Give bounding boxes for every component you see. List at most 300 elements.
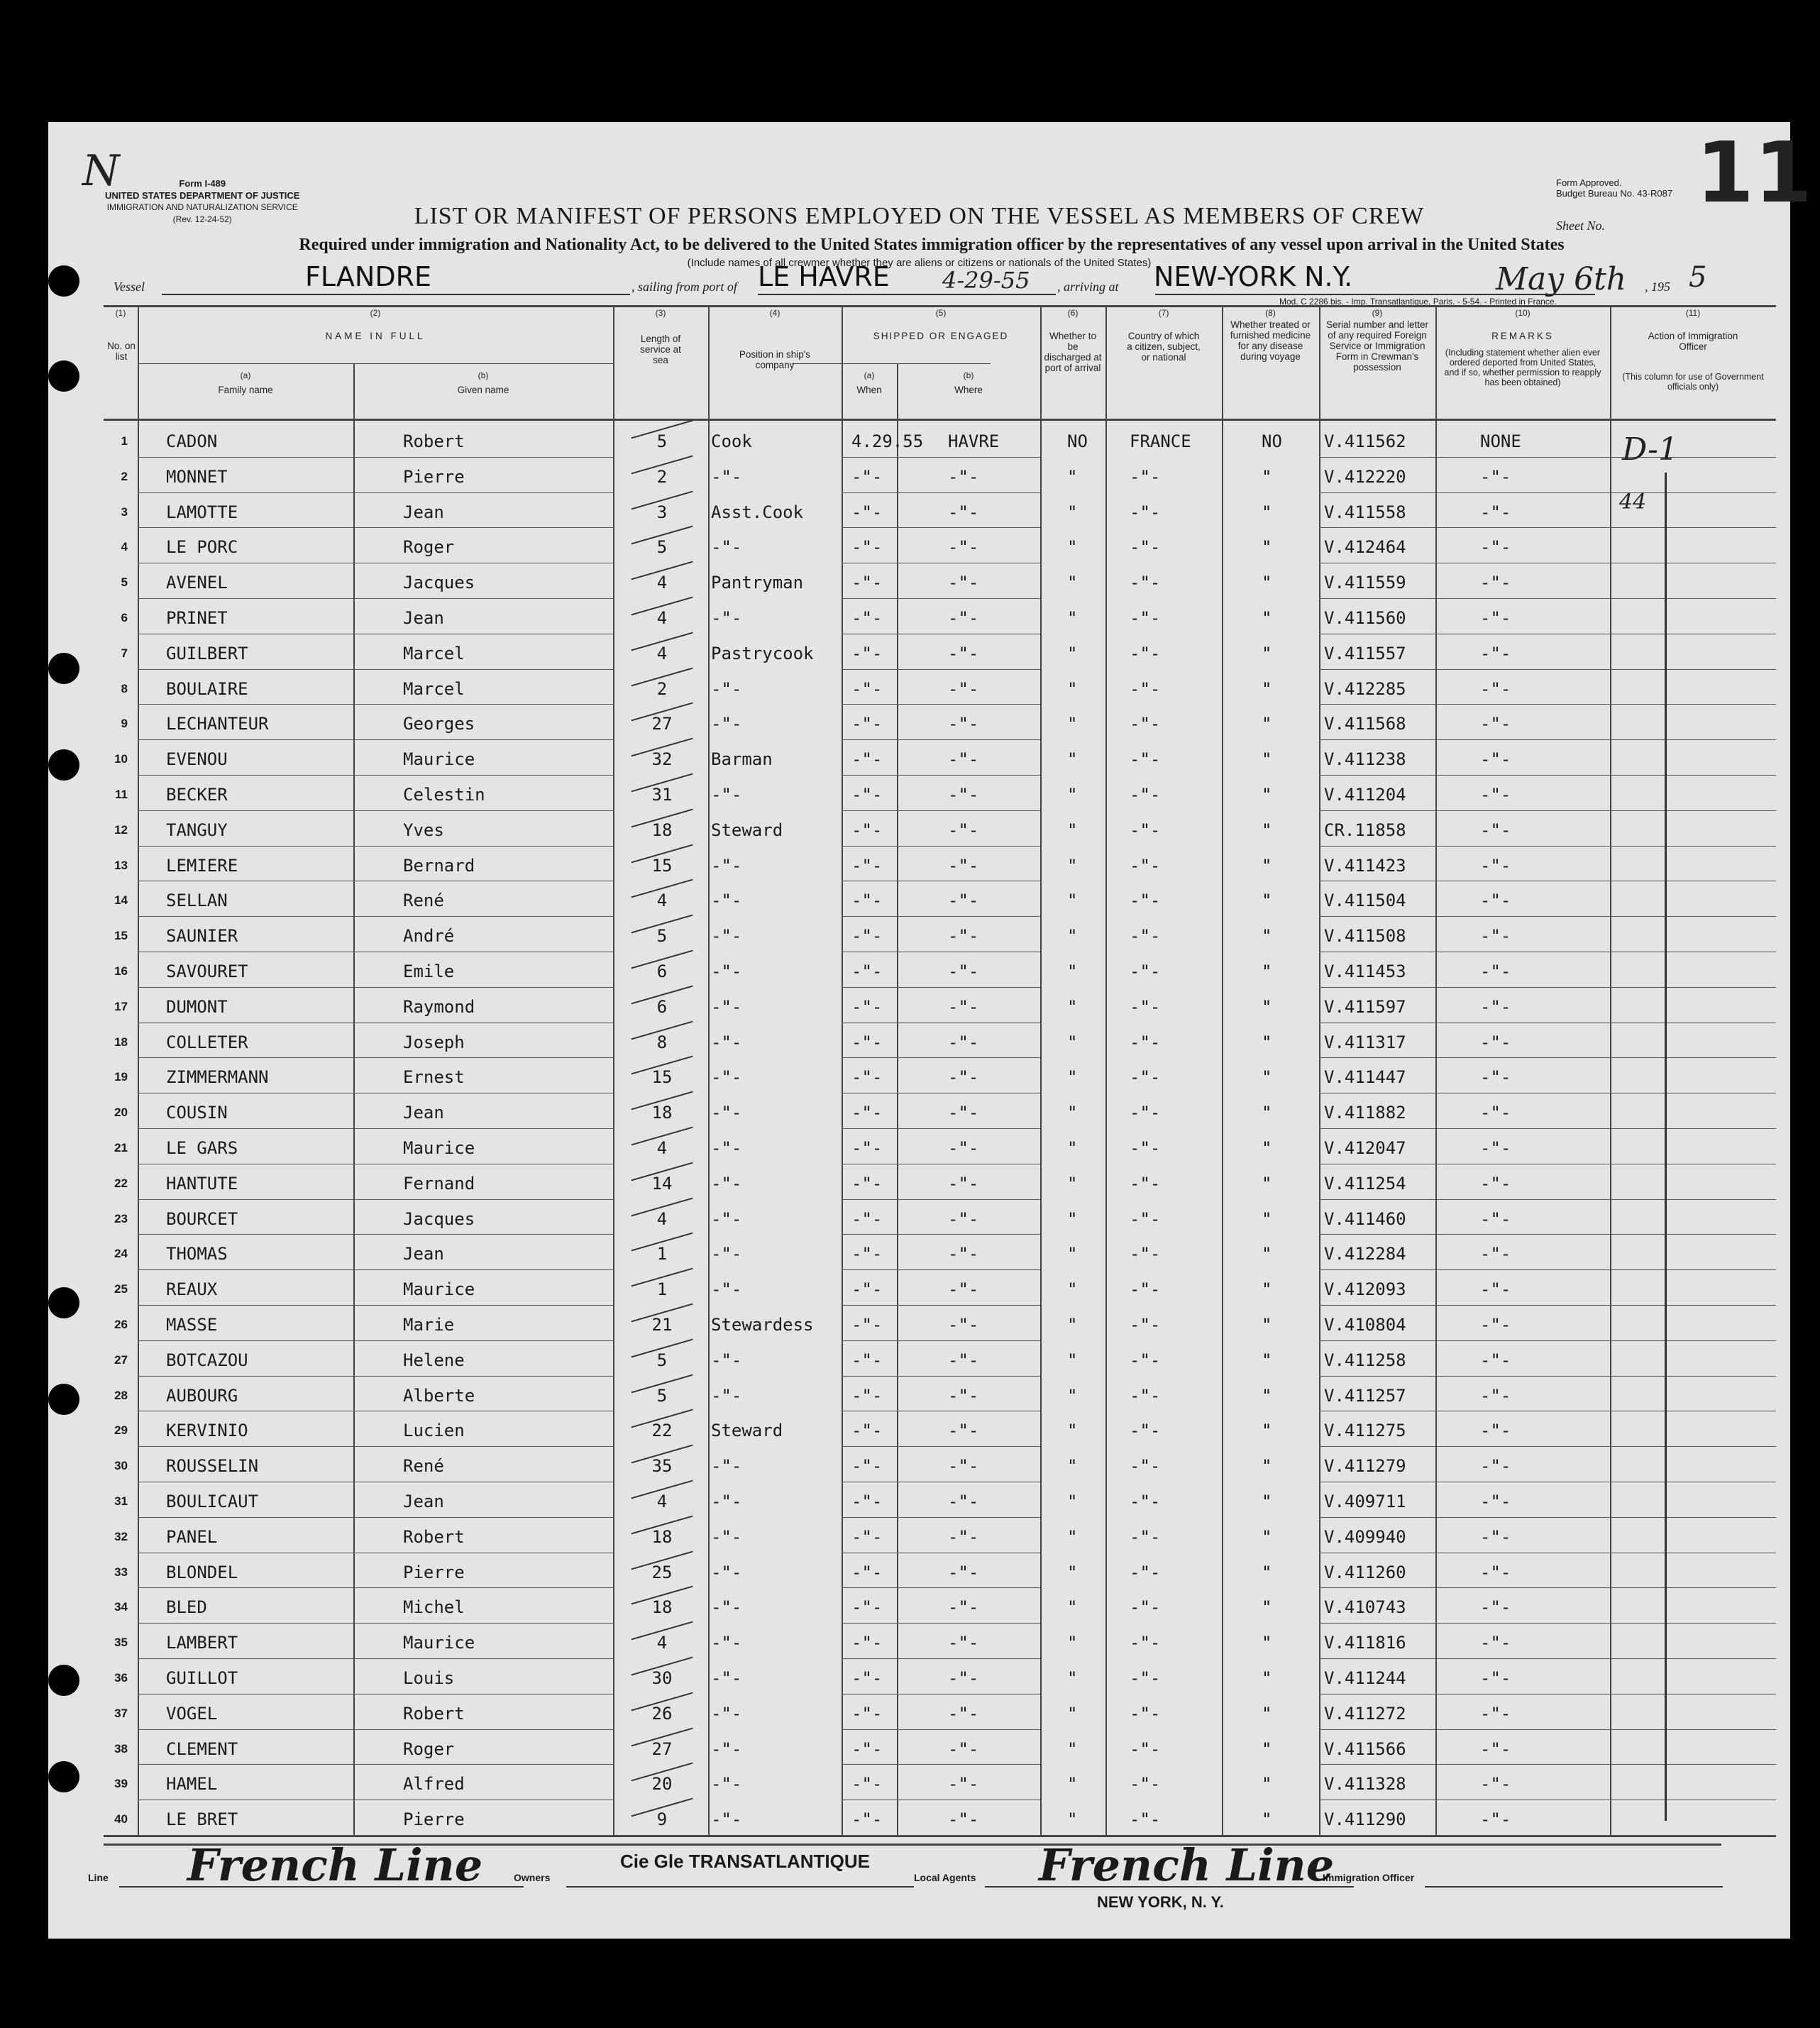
shipped-when-cell: -"- [851,1350,883,1370]
col-number-4: (4) [769,308,781,318]
serial-number-cell: V.411460 [1324,1208,1406,1229]
serial-number-cell: V.411882 [1324,1103,1406,1123]
remarks-cell: -"- [1480,820,1511,840]
shipped-when-cell: -"- [851,961,883,981]
discharged-cell: NO [1067,431,1088,451]
family-name-cell: BOULAIRE [166,678,248,699]
service-years-cell: 30 [651,1668,673,1688]
given-name-cell: Jean [403,1492,444,1511]
position-cell: -"- [711,1385,742,1406]
punch-hole [48,1665,79,1696]
col-number-2a: (a) [240,370,251,380]
row-rule [1435,1835,1610,1836]
row-number: 27 [114,1352,128,1367]
row-number: 12 [114,822,128,837]
row-rule [1435,1764,1610,1765]
row-rule [1435,1446,1610,1447]
owners-underline [566,1886,914,1888]
remarks-cell: -"- [1480,1421,1511,1441]
punch-hole [48,360,79,392]
service-years-cell: 32 [651,749,673,770]
row-rule [842,1623,897,1624]
treated-cell: " [1262,1385,1272,1406]
country-cell: -"- [1130,1738,1161,1759]
row-rule [1319,457,1435,458]
row-rule [1319,1835,1435,1836]
treated-cell: " [1262,678,1272,699]
discharged-cell: " [1067,1809,1078,1830]
row-number: 7 [121,646,128,660]
shipped-where-cell: -"- [948,1492,979,1511]
col-header-treated: Whether treated or furnished medicine for any disease during voyage [1230,319,1311,362]
row-number: 11 [115,788,128,801]
country-cell: -"- [1130,820,1161,840]
family-name-cell: GUILBERT [166,643,248,663]
discharged-cell: " [1067,1597,1078,1618]
position-cell: -"- [711,1738,742,1759]
remarks-cell: -"- [1480,608,1511,628]
treated-cell: " [1262,891,1272,911]
line-signature: French Line [187,1839,483,1891]
treated-cell: " [1262,1562,1272,1582]
serial-number-cell: V.411317 [1324,1032,1406,1052]
shipped-when-cell: 4.29.55 [851,431,924,451]
row-rule [842,775,897,776]
shipped-where-cell: -"- [948,1208,979,1229]
row-rule [1610,1729,1776,1730]
remarks-cell: -"- [1480,714,1511,734]
row-rule [353,739,613,740]
row-rule [897,1128,1040,1129]
row-rule [138,1057,353,1058]
family-name-cell: MONNET [166,466,228,487]
given-name-cell: Jean [403,1103,444,1123]
col-header-list-number: No. on list [107,341,136,362]
row-rule [842,1376,897,1377]
service-years-cell: 25 [651,1562,673,1582]
shipped-where-cell: -"- [948,502,979,522]
row-rule [897,457,1040,458]
row-rule [897,1057,1040,1058]
row-rule [897,1517,1040,1518]
shipped-when-cell: -"- [851,855,883,876]
discharged-cell: " [1067,749,1078,770]
official-mark-row1: D-1 [1622,431,1678,468]
col-divider [1435,305,1437,1836]
row-rule [353,492,613,493]
serial-number-cell: V.411254 [1324,1173,1406,1194]
shipped-when-cell: -"- [851,820,883,840]
row-rule [897,1623,1040,1624]
table-top-border [104,305,1776,307]
row-rule [353,1729,613,1730]
service-years-cell: 20 [651,1774,673,1795]
given-name-cell: Celestin [403,785,485,805]
remarks-cell: -"- [1480,926,1511,947]
position-cell: -"- [711,1668,742,1688]
shipped-when-cell: -"- [851,1738,883,1759]
col-number-11: (11) [1685,308,1701,318]
service-years-cell: 18 [651,1597,673,1618]
row-rule [138,598,353,599]
family-name-cell: REAUX [166,1279,218,1300]
family-name-cell: TANGUY [166,820,228,840]
shipped-when-cell: -"- [851,573,883,593]
shipped-where-cell: -"- [948,714,979,734]
given-name-cell: Roger [403,537,455,558]
shipped-where-cell: -"- [948,820,979,840]
row-rule [138,704,353,705]
row-rule [1319,1764,1435,1765]
treated-cell: " [1262,785,1272,805]
given-name-cell: Robert [403,1703,465,1724]
country-cell: -"- [1130,1279,1161,1300]
row-rule [138,739,353,740]
row-rule [1435,1340,1610,1341]
row-rule [842,1269,897,1270]
col-header-position: Position in ship's company [739,349,811,370]
row-number: 33 [114,1565,128,1579]
row-rule [138,916,353,917]
serial-number-cell: V.411244 [1324,1668,1406,1688]
row-rule [1610,1340,1776,1341]
remarks-cell: -"- [1480,1350,1511,1370]
row-rule [138,1623,353,1624]
row-rule [138,1340,353,1341]
position-cell: -"- [711,1032,742,1052]
vessel-label: Vessel [114,280,145,294]
family-name-cell: ZIMMERMANN [166,1067,269,1088]
remarks-cell: -"- [1480,891,1511,911]
remarks-cell: -"- [1480,961,1511,981]
col-number-1: (1) [115,308,126,318]
row-rule [138,527,353,528]
agents-city: NEW YORK, N. Y. [1097,1893,1224,1911]
row-number: 21 [114,1141,128,1154]
row-rule [138,457,353,458]
given-name-cell: Bernard [403,855,475,876]
row-rule [897,669,1040,670]
row-rule [138,1199,353,1200]
country-cell: -"- [1130,855,1161,876]
row-rule [138,1517,353,1518]
treated-cell: " [1262,466,1272,487]
row-number: 24 [114,1247,128,1261]
service-years-cell: 4 [656,891,668,911]
page-title: LIST OR MANIFEST OF PERSONS EMPLOYED ON THE VESSEL AS MEMBERS OF CREW [414,203,1425,229]
country-cell: FRANCE [1130,431,1191,451]
col-number-5: (5) [935,308,947,318]
row-rule [842,1446,897,1447]
treated-cell: " [1262,1103,1272,1123]
position-cell: -"- [711,1562,742,1582]
remarks-cell: -"- [1480,678,1511,699]
serial-number-cell: V.410743 [1324,1597,1406,1618]
col-header-family-name: Family name [218,385,273,395]
shipped-where-cell: -"- [948,608,979,628]
discharged-cell: " [1067,1492,1078,1511]
service-years-cell: 18 [651,1103,673,1123]
serial-number-cell: CR.11858 [1324,820,1406,840]
row-rule [842,1764,897,1765]
discharged-cell: " [1067,1385,1078,1406]
col-number-6: (6) [1067,308,1079,318]
position-cell: -"- [711,855,742,876]
country-cell: -"- [1130,1492,1161,1511]
row-rule [897,739,1040,740]
row-rule [842,846,897,847]
serial-number-cell: V.411423 [1324,855,1406,876]
row-rule [1435,457,1610,458]
row-rule [1319,916,1435,917]
shipped-where-cell: -"- [948,1138,979,1158]
remarks-cell: -"- [1480,537,1511,558]
position-cell: -"- [711,785,742,805]
row-rule [1610,987,1776,988]
row-rule [897,1658,1040,1659]
row-rule [1610,846,1776,847]
treated-cell: " [1262,643,1272,663]
corner-handwritten-mark: N [82,146,120,196]
discharged-cell: " [1067,1633,1078,1653]
treated-cell: " [1262,502,1272,522]
remarks-cell: -"- [1480,1526,1511,1547]
serial-number-cell: V.411566 [1324,1738,1406,1759]
row-rule [1319,775,1435,776]
country-cell: -"- [1130,643,1161,663]
family-name-cell: COUSIN [166,1103,228,1123]
position-cell: -"- [711,1526,742,1547]
row-number: 13 [114,858,128,872]
discharged-cell: " [1067,466,1078,487]
given-name-cell: Jean [403,1244,444,1264]
country-cell: -"- [1130,1067,1161,1088]
row-number: 16 [114,964,128,978]
shipped-when-cell: -"- [851,1456,883,1477]
row-number: 38 [114,1741,128,1756]
row-rule [1610,1587,1776,1588]
row-rule [1610,1199,1776,1200]
remarks-cell: -"- [1480,1173,1511,1194]
country-cell: -"- [1130,1774,1161,1795]
service-years-cell: 14 [651,1173,673,1194]
arrival-port: NEW-YORK N.Y. [1154,261,1353,292]
shipped-where-cell: -"- [948,466,979,487]
serial-number-cell: V.411257 [1324,1385,1406,1406]
serial-number-cell: V.411816 [1324,1633,1406,1653]
given-name-cell: Raymond [403,996,475,1017]
remarks-cell: -"- [1480,1809,1511,1830]
country-cell: -"- [1130,891,1161,911]
row-rule [1435,916,1610,917]
row-rule [353,1835,613,1836]
row-rule [897,987,1040,988]
row-rule [353,810,613,811]
remarks-cell: -"- [1480,855,1511,876]
country-cell: -"- [1130,466,1161,487]
given-name-cell: Helene [403,1350,465,1370]
year-suffix: 5 [1689,261,1707,294]
row-rule [842,1128,897,1129]
treated-cell: " [1262,1350,1272,1370]
given-name-cell: Alberte [403,1385,475,1406]
treated-cell: " [1262,1526,1272,1547]
country-cell: -"- [1130,714,1161,734]
col-header-length-of-service: Length of service at sea [640,334,681,365]
row-rule [1319,492,1435,493]
shipped-where-cell: -"- [948,1526,979,1547]
discharged-cell: " [1067,1668,1078,1688]
row-rule [1435,1199,1610,1200]
col-divider [1040,305,1042,1836]
position-cell: -"- [711,1774,742,1795]
row-rule [1319,1729,1435,1730]
treated-cell: " [1262,1668,1272,1688]
position-cell: -"- [711,678,742,699]
discharged-cell: " [1067,1315,1078,1335]
service-years-cell: 4 [656,1492,668,1511]
treated-cell: " [1262,1633,1272,1653]
service-years-cell: 5 [656,926,668,947]
given-name-cell: Pierre [403,1809,465,1830]
port-underline [758,294,1056,295]
remarks-cell: -"- [1480,502,1511,522]
shipped-when-cell: -"- [851,749,883,770]
row-rule [1610,1446,1776,1447]
col-number-5a: (a) [864,370,875,380]
shipped-where-cell: -"- [948,891,979,911]
row-rule [842,739,897,740]
serial-number-cell: V.411279 [1324,1456,1406,1477]
position-cell: -"- [711,1067,742,1088]
family-name-cell: LEMIERE [166,855,238,876]
shipped-when-cell: -"- [851,891,883,911]
family-name-cell: AVENEL [166,573,228,593]
given-name-cell: Georges [403,714,475,734]
shipped-when-cell: -"- [851,1492,883,1511]
country-cell: -"- [1130,608,1161,628]
remarks-cell: -"- [1480,749,1511,770]
position-cell: -"- [711,608,742,628]
shipped-where-cell: -"- [948,1244,979,1264]
row-rule [1435,1587,1610,1588]
row-rule [138,1376,353,1377]
row-rule [138,1269,353,1270]
treated-cell: " [1262,1315,1272,1335]
discharged-cell: " [1067,961,1078,981]
position-cell: -"- [711,1103,742,1123]
row-number: 2 [121,469,128,483]
col-divider [138,305,139,1836]
row-rule [1435,987,1610,988]
row-rule [897,1729,1040,1730]
row-rule [842,704,897,705]
service-years-cell: 21 [651,1315,673,1335]
row-rule [897,1234,1040,1235]
given-name-cell: Maurice [403,1138,475,1158]
family-name-cell: CLEMENT [166,1738,238,1759]
position-cell: -"- [711,1456,742,1477]
row-rule [897,1340,1040,1341]
row-rule [1319,810,1435,811]
service-years-cell: 8 [656,1032,668,1052]
remarks-cell: -"- [1480,1208,1511,1229]
serial-number-cell: V.412285 [1324,678,1406,699]
treated-cell: " [1262,1279,1272,1300]
shipped-where-cell: HAVRE [948,431,1000,451]
treated-cell: " [1262,537,1272,558]
row-rule [897,846,1040,847]
service-years-cell: 2 [656,678,668,699]
row-rule [353,598,613,599]
family-name-cell: SAVOURET [166,961,248,981]
row-rule [897,775,1040,776]
country-cell: -"- [1130,749,1161,770]
service-years-cell: 2 [656,466,668,487]
row-rule [897,1835,1040,1836]
family-name-cell: HANTUTE [166,1173,238,1194]
shipped-where-cell: -"- [948,1668,979,1688]
owners-label: Owners [514,1872,551,1883]
position-cell: Cook [711,431,752,451]
discharged-cell: " [1067,855,1078,876]
serial-number-cell: V.411453 [1324,961,1406,981]
discharged-cell: " [1067,1774,1078,1795]
row-rule [1435,1234,1610,1235]
row-rule [1319,527,1435,528]
position-cell: -"- [711,1633,742,1653]
family-name-cell: PANEL [166,1526,218,1547]
serial-number-cell: V.411508 [1324,926,1406,947]
col-header-shipped-or-engaged: SHIPPED OR ENGAGED [873,331,1009,341]
row-rule [1435,1057,1610,1058]
serial-number-cell: V.412464 [1324,537,1406,558]
service-years-cell: 4 [656,608,668,628]
service-years-cell: 5 [656,431,668,451]
shipped-where-cell: -"- [948,1421,979,1441]
row-rule [138,810,353,811]
manifest-sheet [48,122,1813,1939]
row-rule [1610,598,1776,599]
row-rule [897,1446,1040,1447]
col-header-remarks: REMARKS [1491,331,1554,341]
shipped-where-cell: -"- [948,1562,979,1582]
row-rule [138,1764,353,1765]
col-header-country: Country of which a citizen, subject, or national [1127,331,1201,363]
row-rule [1610,1658,1776,1659]
row-rule [138,669,353,670]
shipped-when-cell: -"- [851,1809,883,1830]
country-cell: -"- [1130,1809,1161,1830]
remarks-cell: -"- [1480,1774,1511,1795]
position-cell: -"- [711,714,742,734]
row-rule [1435,1376,1610,1377]
col-divider [708,305,710,1836]
remarks-cell: -"- [1480,1279,1511,1300]
given-name-cell: Jacques [403,1208,475,1229]
shipped-where-cell: -"- [948,926,979,947]
treated-cell: " [1262,1809,1272,1830]
shipped-when-cell: -"- [851,608,883,628]
position-cell: Pantryman [711,573,804,593]
shipped-when-cell: -"- [851,1703,883,1724]
remarks-cell: -"- [1480,1633,1511,1653]
row-rule [353,527,613,528]
row-rule [1610,704,1776,705]
row-rule [1610,1376,1776,1377]
position-cell: -"- [711,996,742,1017]
discharged-cell: " [1067,996,1078,1017]
